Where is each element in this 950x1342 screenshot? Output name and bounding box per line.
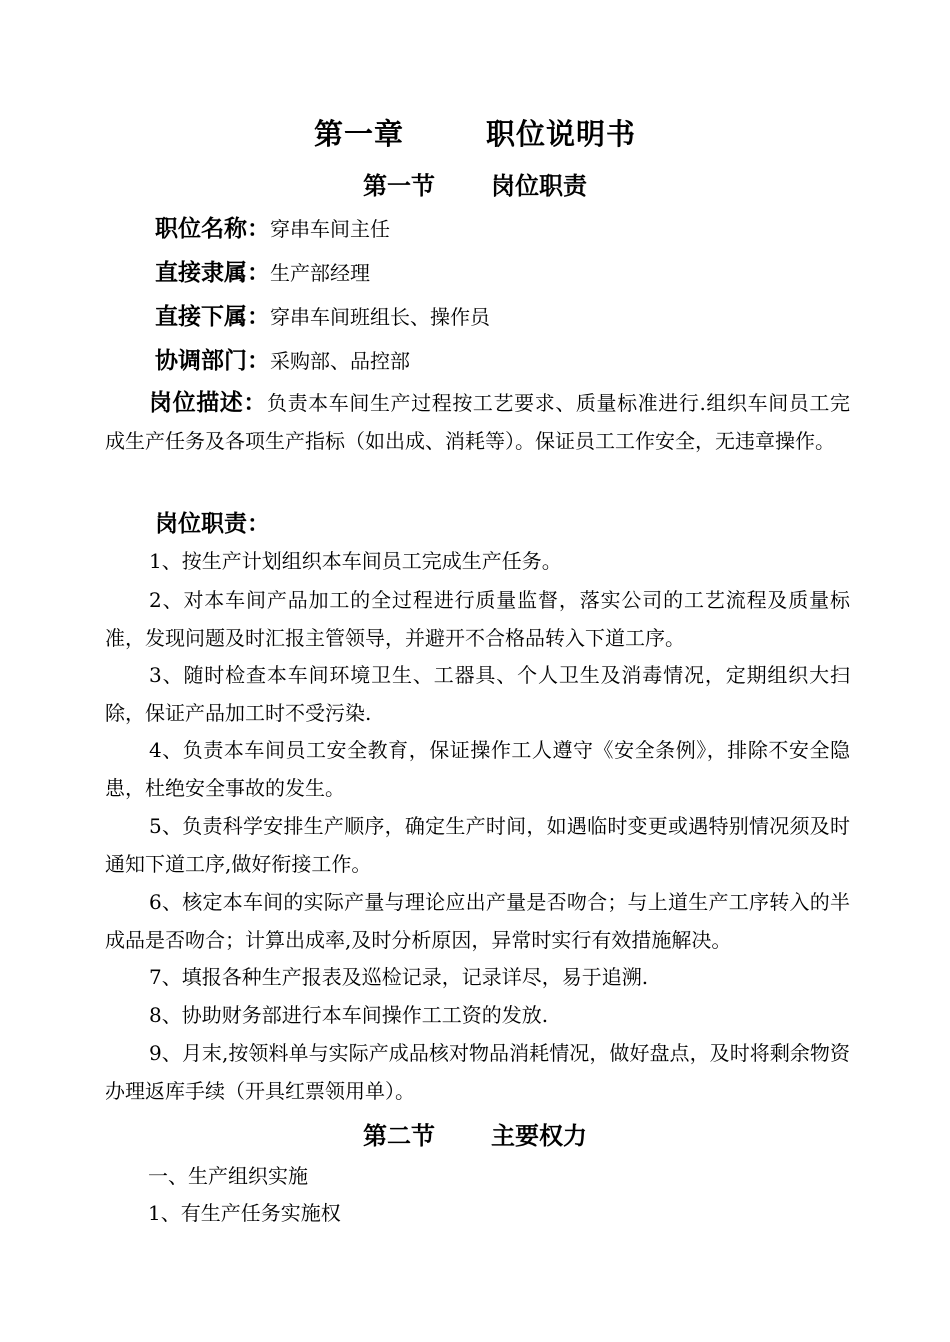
duty-item-7: 7、填报各种生产报表及巡检记录，记录详尽，易于追溯. <box>149 965 649 989</box>
field-value: 穿串车间班组长、操作员 <box>270 305 490 329</box>
duty-item-6: 6、核定本车间的实际产量与理论应出产量是否吻合；与上道生产工序转入的半成品是否吻合；计算出成率,及时分析原因，异常时实行有效措施解决。 <box>105 890 850 952</box>
section-name: 岗位职责 <box>491 172 587 200</box>
section-name: 主要权力 <box>491 1122 587 1150</box>
field-position-name <box>155 210 390 243</box>
field-label: 协调部门： <box>155 348 270 374</box>
duty-item-5: 5、负责科学安排生产顺序，确定生产时间，如遇临时变更或遇特别情况须及时通知下道工序,做好衔接工作。 <box>105 814 850 876</box>
field-label: 直接隶属： <box>155 260 270 286</box>
duty-item-4: 4、负责本车间员工安全教育，保证操作工人遵守《安全条例》，排除不安全隐患，杜绝安全事故的发生。 <box>105 738 850 800</box>
duty-item-1: 1、按生产计划组织本车间员工完成生产任务。 <box>149 549 562 573</box>
field-value: 采购部、品控部 <box>270 349 410 373</box>
duty-item-9: 9、月末,按领料单与实际产成品核对物品消耗情况，做好盘点，及时将剩余物资办理返库手续（开具红票领用单）。 <box>105 1041 850 1103</box>
duty-item-8: 8、协助财务部进行本车间操作工工资的发放. <box>149 1003 549 1027</box>
description-label: 岗位描述： <box>149 390 267 416</box>
duties-heading: 岗位职责： <box>155 511 270 537</box>
power-item-1: 1、有生产任务实施权 <box>148 1201 341 1225</box>
field-value: 生产部经理 <box>270 261 370 285</box>
duty-item-2: 2、对本车间产品加工的全过程进行质量监督，落实公司的工艺流程及质量标准，发现问题及时汇报主管领导，并避开不合格品转入下道工序。 <box>105 588 850 650</box>
section-number: 第二节 <box>363 1122 435 1150</box>
duty-item-3: 3、随时检查本车间环境卫生、工器具、个人卫生及消毒情况，定期组织大扫除，保证产品加工时不受污染. <box>105 663 850 725</box>
section-number: 第一节 <box>363 172 435 200</box>
section-title-duties <box>0 166 950 201</box>
field-value: 穿串车间主任 <box>270 217 390 241</box>
chapter-title <box>0 112 950 153</box>
power-heading: 一、生产组织实施 <box>148 1164 308 1188</box>
description-text: 负责本车间生产过程按工艺要求、质量标准进行.组织车间员工完成生产任务及各项生产指标（如出成、消耗等）。保证员工工作安全，无违章操作。 <box>105 391 851 453</box>
job-description <box>105 384 850 460</box>
field-label: 职位名称： <box>155 216 270 242</box>
field-label: 直接下属： <box>155 304 270 330</box>
field-subordinates <box>155 298 490 331</box>
chapter-number: 第一章 <box>313 117 404 151</box>
section-title-powers <box>0 1116 950 1151</box>
chapter-name: 职位说明书 <box>486 117 637 151</box>
field-coordinating-departments <box>155 342 410 375</box>
field-reports-to <box>155 254 370 287</box>
